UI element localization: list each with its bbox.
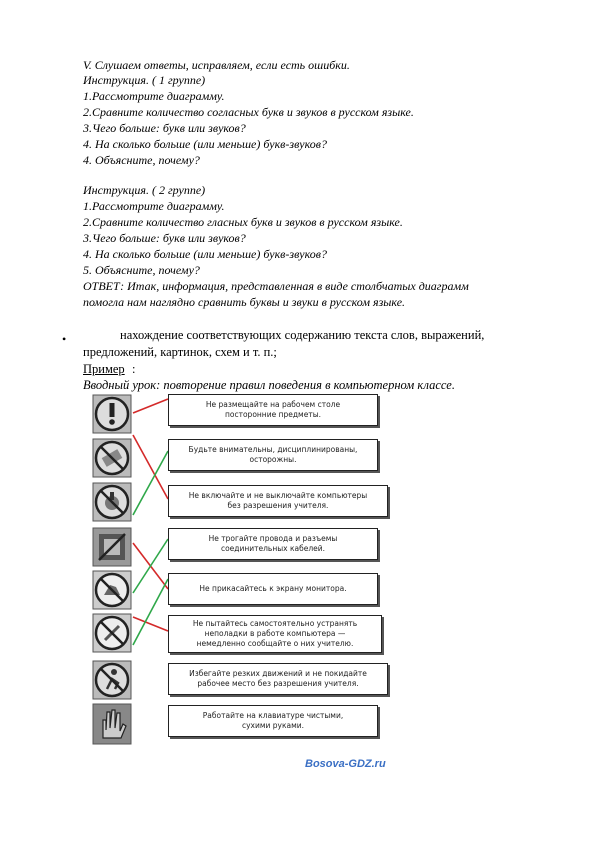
rule-box-8 [168, 705, 378, 737]
section2-item-5: 5. Объясните, почему? [83, 263, 200, 277]
rule-7-line-2: рабочее место без разрешения учителя. [197, 679, 359, 688]
rule-box-4 [168, 528, 378, 560]
rule-6-line-3: немедленно сообщайте о них учителю. [196, 639, 354, 648]
rule-box-5 [168, 573, 378, 605]
example-label-text: Пример [83, 362, 125, 376]
bullet-symbol: • [62, 332, 67, 346]
rule-8-line-2: сухими руками. [241, 721, 305, 730]
no-cables-icon [93, 528, 131, 566]
matching-worksheet [90, 391, 400, 751]
no-touch-screen-icon [93, 571, 131, 609]
rule-1-line-1: Не размещайте на рабочем столе [205, 400, 341, 409]
watermark: Bosova-GDZ.ru [305, 758, 386, 770]
rule-8-line-1: Работайте на клавиатуре чистыми, [202, 711, 344, 720]
rule-2-line-2: осторожны. [249, 455, 297, 464]
section1-instruction-title: Инструкция. ( 1 группе) [83, 73, 206, 87]
red-line-1 [133, 399, 168, 413]
section2-item-2: 2.Сравните количество гласных букв и звуков в русском языке. [83, 215, 403, 229]
green-line-1 [133, 451, 168, 515]
answer-line-2: помогла нам наглядно сравнить буквы и звуки в русском языке. [83, 295, 406, 309]
rule-1-line-2: посторонние предметы. [224, 410, 321, 419]
section1-item-3: 3.Чего больше: букв или звуков? [83, 121, 246, 135]
rule-box-6 [168, 615, 382, 653]
no-repair-icon [93, 614, 131, 652]
answer-line-1: ОТВЕТ: Итак, информация, представленная в виде столбчатых диаграмм [83, 279, 469, 293]
rule-box-7 [168, 663, 388, 695]
rule-4-line-2: соединительных кабелей. [220, 544, 326, 553]
rule-6-line-1: Не пытайтесь самостоятельно устранять [192, 619, 358, 628]
rule-5-line-1: Не прикасайтесь к экрану монитора. [199, 584, 347, 593]
section1-item-1: 1.Рассмотрите диаграмму. [83, 89, 225, 103]
bullet-text: нахождение соответствующих содержанию текста слов, выражений, предложений, картинок, схем и т. п.; [83, 328, 485, 359]
section2-instruction-title: Инструкция. ( 2 группе) [83, 183, 206, 197]
rule-2-line-1: Будьте внимательны, дисциплинированы, [188, 445, 358, 454]
green-line-2 [133, 539, 168, 593]
section1-heading: V. Слушаем ответы, исправляем, если есть ошибки. [83, 58, 350, 72]
no-drink-icon [93, 439, 131, 477]
rule-box-2 [168, 439, 378, 471]
example-label [83, 362, 125, 377]
rule-7-line-1: Избегайте резких движений и не покидайте [189, 669, 367, 678]
rule-3-line-1: Не включайте и не выключайте компьютеры [188, 491, 368, 500]
section2-item-3: 3.Чего больше: букв или звуков? [83, 231, 246, 245]
no-power-icon [93, 483, 131, 521]
rule-box-1 [168, 394, 378, 426]
red-line-2 [133, 435, 168, 499]
rule-box-3 [168, 485, 388, 517]
section2-item-4: 4. На сколько больше (или меньше) букв-звуков? [83, 247, 327, 261]
no-running-icon [93, 661, 131, 699]
section1-item-2: 2.Сравните количество согласных букв и звуков в русском языке. [83, 105, 414, 119]
section1-item-4: 4. На сколько больше (или меньше) букв-звуков? [83, 137, 327, 151]
clean-hands-icon [93, 704, 131, 744]
green-line-3 [133, 579, 168, 645]
section2-item-1: 1.Рассмотрите диаграмму. [83, 199, 225, 213]
section1-item-5: 4. Объясните, почему? [83, 153, 200, 167]
example-colon: : [132, 362, 136, 376]
rule-3-line-2: без разрешения учителя. [227, 501, 329, 510]
exclamation-icon [93, 395, 131, 433]
rule-6-line-2: неполадки в работе компьютера — [204, 629, 346, 638]
intro-text: Вводный урок: повторение правил поведения в компьютерном классе. [83, 378, 455, 392]
rule-4-line-1: Не трогайте провода и разъемы [208, 534, 338, 543]
red-line-4 [133, 617, 168, 631]
